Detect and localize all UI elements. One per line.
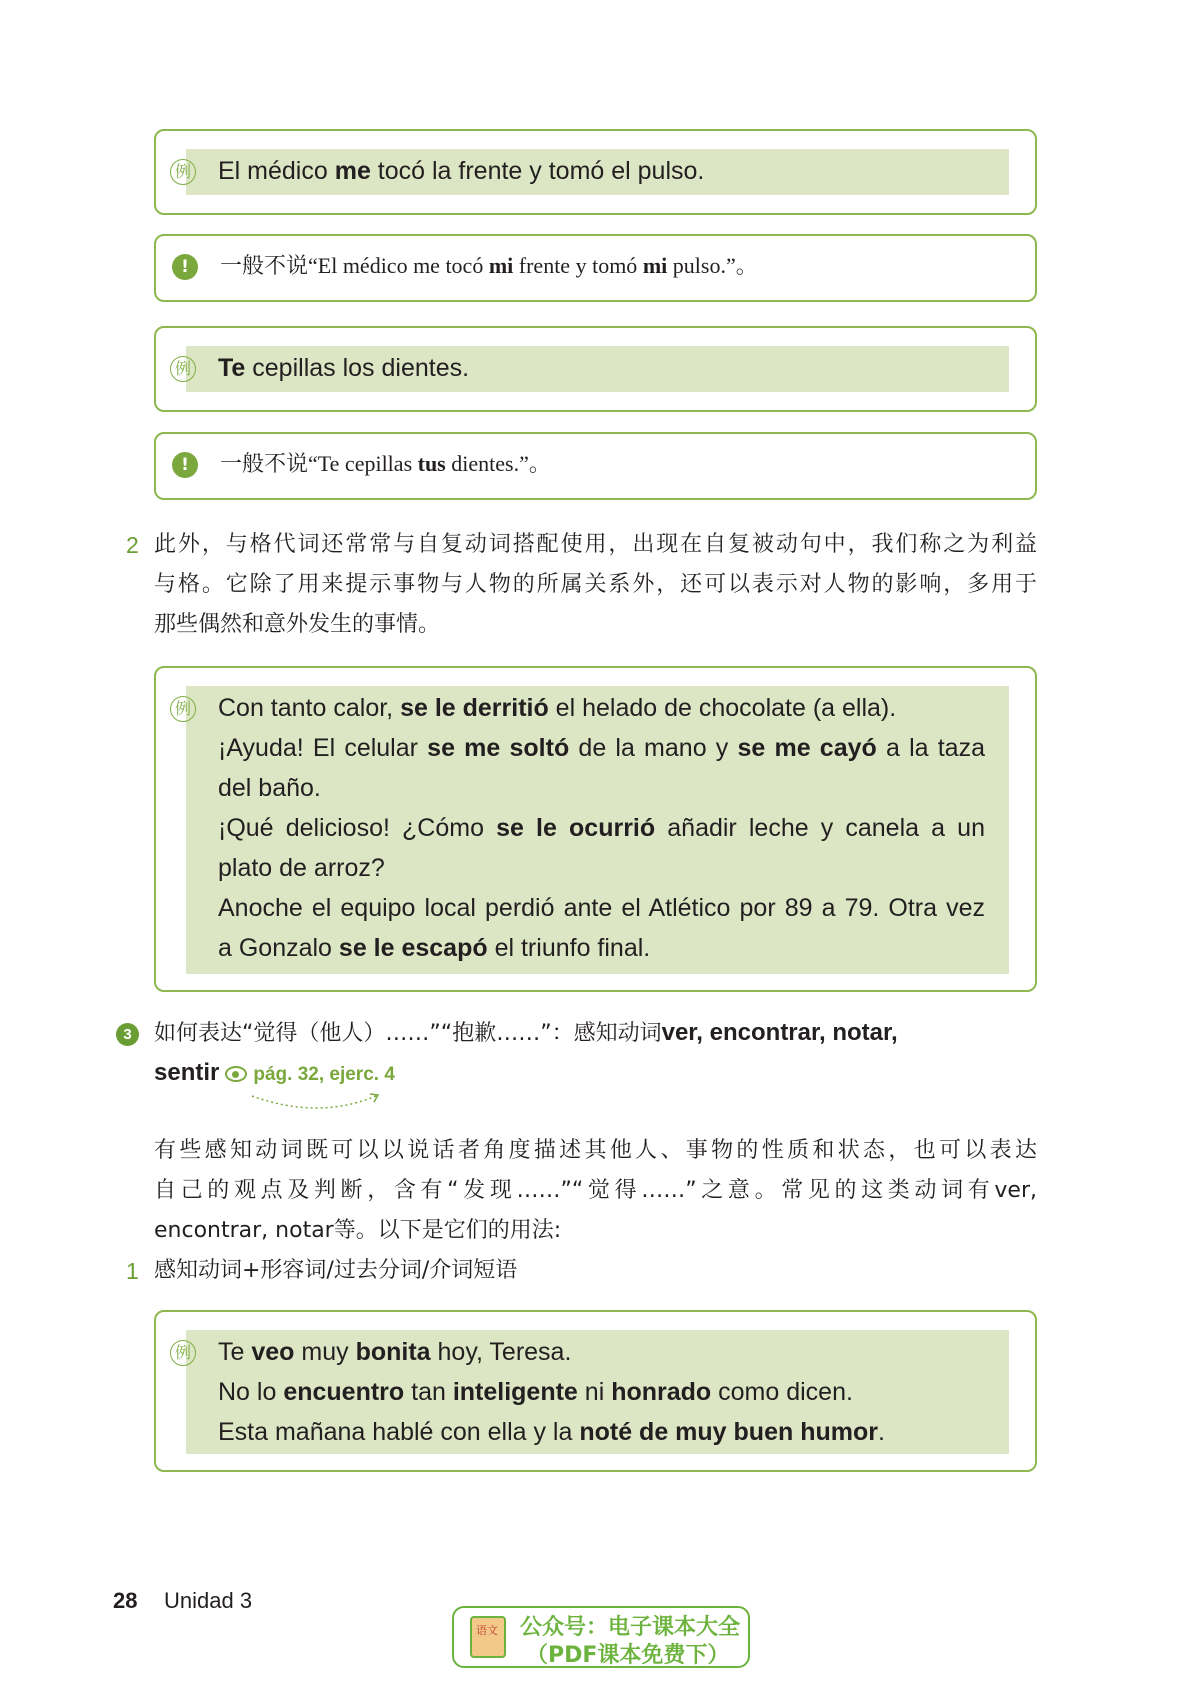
point-1-text: 感知动词+形容词/过去分词/介词短语 <box>154 1258 518 1283</box>
example-text <box>218 348 985 388</box>
example-line: Te cepillas los dientes. <box>218 354 470 382</box>
example-label-icon: 例 <box>170 356 196 382</box>
stamp-line-1: 公众号：电子课本大全 <box>520 1615 741 1640</box>
reference-arrow <box>248 1090 388 1118</box>
paragraph-line: 有些感知动词既可以以说话者角度描述其他人、事物的性质和状态，也可以表达 <box>154 1138 1037 1163</box>
note-text: 一般不说“Te cepillas tus dientes.”。 <box>220 451 551 476</box>
example-label-icon: 例 <box>170 1340 196 1366</box>
warning-icon: ! <box>172 452 198 478</box>
watermark-stamp <box>452 1606 750 1668</box>
example-box-3 <box>154 666 1037 992</box>
example-line: ¡Ayuda! El celular se me soltó de la mano y se me cayó a la taza <box>218 734 985 762</box>
example-box-1 <box>154 129 1037 215</box>
note-box-1 <box>154 234 1037 302</box>
exercise-reference-link[interactable]: pág. 32, ejerc. 4 <box>253 1064 395 1085</box>
example-line: Te veo muy bonita hoy, Teresa. <box>218 1338 572 1366</box>
stamp-line-2: （PDF课本免费下） <box>526 1643 730 1668</box>
unit-label: Unidad 3 <box>164 1588 253 1613</box>
example-line: El médico me tocó la frente y tomó el pulso. <box>218 157 705 185</box>
paragraph-line: 与格。它除了用来提示事物与人物的所属关系外，还可以表示对人物的影响，多用于 <box>154 572 1037 597</box>
paragraph-line: 自己的观点及判断，含有“发现……”“觉得……”之意。常见的这类动词有ver, <box>154 1178 1037 1203</box>
example-line: No lo encuentro tan inteligente ni honrado como dicen. <box>218 1378 853 1406</box>
warning-icon: ! <box>172 254 198 280</box>
paragraph-2 <box>154 525 1037 645</box>
note-box-2 <box>154 432 1037 500</box>
paragraph-line: 此外，与格代词还常常与自复动词搭配使用，出现在自复被动句中，我们称之为利益 <box>154 532 1037 557</box>
example-line: del baño. <box>218 774 321 802</box>
section-number-badge: 3 <box>116 1023 139 1046</box>
section-title-line-2: sentir pág. 32, ejerc. 4 <box>154 1059 395 1086</box>
example-box-2 <box>154 326 1037 412</box>
book-logo-icon: 语文 <box>470 1616 506 1658</box>
note-text: 一般不说“El médico me tocó mi frente y tomó mi pulso.”。 <box>220 253 758 278</box>
example-line: ¡Qué delicioso! ¿Cómo se le ocurrió añadir leche y canela a un <box>218 814 985 842</box>
section-title: 如何表达“觉得（他人）……”“抱歉……”：感知动词ver, encontrar, notar, <box>154 1019 898 1046</box>
example-label-icon: 例 <box>170 696 196 722</box>
example-text <box>218 151 985 191</box>
eye-icon <box>225 1066 247 1082</box>
example-text <box>218 688 985 968</box>
example-label-icon: 例 <box>170 159 196 185</box>
paragraph-3 <box>154 1131 1037 1251</box>
example-line: Con tanto calor, se le derritió el helado de chocolate (a ella). <box>218 694 897 722</box>
example-line: plato de arroz? <box>218 854 385 882</box>
paragraph-line: 那些偶然和意外发生的事情。 <box>154 612 441 637</box>
point-number: 2 <box>126 532 139 558</box>
example-line: Anoche el equipo local perdió ante el Atlético por 89 a 79. Otra vez <box>218 894 985 922</box>
paragraph-line: encontrar, notar等。以下是它们的用法: <box>154 1218 562 1243</box>
example-line: Esta mañana hablé con ella y la noté de muy buen humor. <box>218 1418 885 1446</box>
example-text <box>218 1332 985 1452</box>
page-number: 28 <box>113 1588 138 1613</box>
example-box-4 <box>154 1310 1037 1472</box>
example-line: a Gonzalo se le escapó el triunfo final. <box>218 934 651 962</box>
point-number: 1 <box>126 1258 139 1284</box>
